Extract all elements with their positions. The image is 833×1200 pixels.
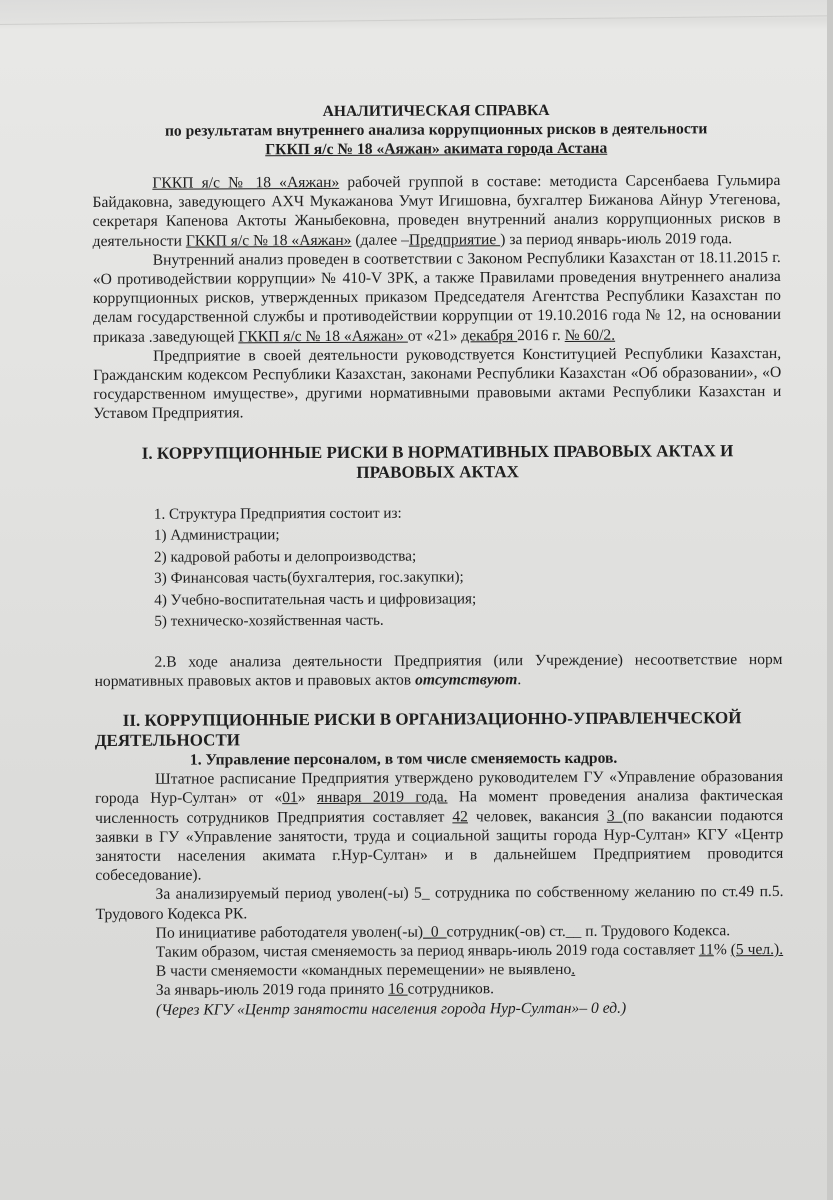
staffing-day: 01 (282, 789, 298, 807)
order-month: декабря (461, 326, 518, 345)
structure-intro: 1. Структура Предприятия состоит из: (153, 504, 402, 523)
employment-center-note: (Через КГУ «Центр занятости населения города Нур-Султан»– 0 ед.) (155, 999, 627, 1019)
org-name: ГККП я/с № 18 «Аяжан» (238, 327, 408, 345)
turnover-percent: 11 (698, 941, 714, 959)
structure-list (94, 501, 783, 633)
list-item: 3) Финансовая часть(бухгалтерия, гос.закупки); (154, 568, 464, 587)
section-2-heading: II. КОРРУПЦИОННЫЕ РИСКИ В ОРГАНИЗАЦИОННО-УПРАВЛЕНЧЕСКОЙ ДЕЯТЕЛЬНОСТИ (94, 708, 742, 751)
list-item: 1) Администрации; (153, 526, 280, 544)
list-item: 4) Учебно-воспитательная часть и цифровизация; (154, 589, 477, 609)
paper-right-edge (827, 0, 833, 1200)
transfers-paragraph: В части сменяемости «командных перемещении» не выявлено. (155, 961, 576, 981)
section-2-subheading: 1. Управление персоналом, в том числе сменяемость кадров. (189, 749, 618, 769)
turnover-people: (5 чел.). (730, 941, 784, 959)
section-1-heading: I. КОРРУПЦИОННЫЕ РИСКИ В НОРМАТИВНЫХ ПРАВОВЫХ АКТАХ И ПРАВОВЫХ АКТАХ (141, 440, 734, 482)
staffing-paragraph: Штатное расписание Предприятия утверждено руководителем ГУ «Управление образования города Нур-Султан» от «01» января 2019 года. На момент проведения анализа фактическая численность сотрудников Предприятия составляет 42 человек, вакансия 3 (по вакансии подаются заявки в ГУ «Управление занятости, труда и социальной защиты города Нур-Султан» КГУ «Центр занятости населения акимата г.Нур-Султан» и в дальнейшем Предприятием проводится собеседование). (95, 768, 784, 885)
voluntary-dismissal-paragraph: За анализируемый период уволен(-ы) 5_ сотрудника по собственному желанию по ст.49 п.5. Трудового Кодекса РК. (95, 883, 784, 923)
staffing-date: января 2019 года. (316, 788, 448, 807)
headcount-value: 42 (452, 808, 468, 826)
basis-paragraph: Внутренний анализ проведен в соответствии с Законом Республики Казахстан от 18.11.2015 г. «О противодействии коррупции» № 410-V ЗРК, а также Правилами проведения внутреннего анализа коррупционных рисков, утвержденных приказом Председателя Агентства Республики Казахстан по делам государственной службы и противодействии коррупции от 19.10.2016 года № 12, на основании приказа .заведующей ГККП я/с № 18 «Аяжан» от «21» декабря 2016 г. № 60/2. (92, 248, 782, 346)
org-name: ГККП я/с № 18 «Аяжан» (152, 173, 340, 192)
vacancies-value: 3 (606, 807, 623, 825)
document-title: АНАЛИТИЧЕСКАЯ СПРАВКА (322, 102, 550, 120)
guidance-paragraph: Предприятие в своей деятельности руководствуется Конституцией Республики Казахстан, Гражданским кодексом Республики Казахстан, законами Республики Казахстан «Об образовании», «О государственном имуществе», другими нормативными правовыми актами Республики Казахстан и Уставом Предприятия. (93, 344, 782, 423)
document-organization: ГККП я/с № 18 «Аяжан» акимата города Астана (265, 139, 608, 159)
finding-paragraph: 2.В ходе анализа деятельности Предприятия (или Учреждение) несоответствие норм нормативных правовых актов и правовых актов отсутствуют. (94, 650, 783, 690)
org-name: ГККП я/с № 18 «Аяжан» (185, 231, 352, 250)
finding-result: отсутствуют (415, 670, 518, 689)
list-item: 2) кадровой работы и делопроизводства; (153, 547, 417, 566)
paper-fold-edge (0, 0, 833, 25)
voluntary-dismissal-count: 5_ (413, 885, 430, 903)
hired-count: 16 (388, 981, 408, 999)
employer-dismissal-count: _0_ (423, 923, 447, 941)
hired-paragraph: За январь-июль 2019 года принято 16 сотрудников. (155, 980, 495, 1000)
document-page (92, 92, 784, 1020)
document-subtitle: по результатам внутреннего анализа коррупционных рисков в деятельности (164, 120, 708, 140)
intro-paragraph: ГККП я/с № 18 «Аяжан» рабочей группой в составе: методиста Сарсенбаева Гульмира Байдаковна, заведующего АХЧ Мукажанова Умут Игишовна, бухгалтер Бижанова Айнур Утегенова, секретаря Капенова Актоты Жаныбековна, проведен внутренний анализ коррупционных рисков в деятельности ГККП я/с № 18 «Аяжан» (далее –Предприятие ) за период январь-июль 2019 года. (92, 171, 781, 250)
order-number: № 60/2. (564, 326, 616, 344)
article-blank: __ (565, 922, 582, 940)
turnover-paragraph: Таким образом, чистая сменяемость за период январь-июль 2019 года составляет 11% (5 чел.). (155, 941, 784, 961)
employer-dismissal-paragraph: По инициативе работодателя уволен(-ы)_0_сотрудник(-ов) ст.__ п. Трудового Кодекса. (155, 922, 731, 942)
list-item: 5) техническо-хозяйственная часть. (154, 611, 384, 630)
short-name: Предприятие (408, 230, 501, 249)
